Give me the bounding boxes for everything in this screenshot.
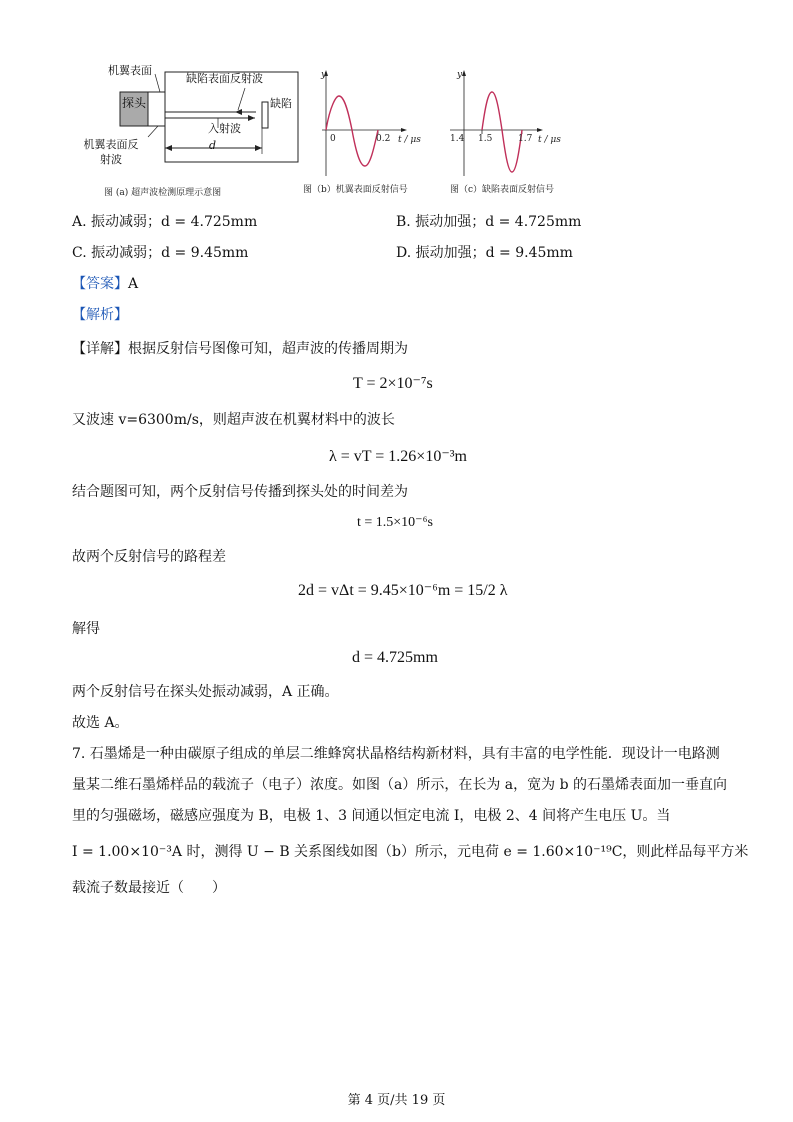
probe-contact [148,92,165,126]
question-7-line-4: I = 1.00×10⁻³A 时，测得 U − B 关系图线如图（b）所示，元电荷 e = 1.60×10⁻¹⁹C，则此样品每平方米 [72,844,749,860]
defect-reflect-wave [482,92,522,172]
detail-tag: 【详解】 [72,341,128,357]
detail-text-5: 解得 [72,621,100,637]
label-defect: 缺陷 [270,97,292,110]
equation-time-diff: t = 1.5×10⁻⁶s [357,515,433,530]
question-7-line-1: 7. 石墨烯是一种由碳原子组成的单层二维蜂窝状晶格结构新材料，具有丰富的电学性能．现设计一电路测 [72,746,720,762]
question-7-line-2: 量某二维石墨烯样品的载流子（电子）浓度。如图（a）所示，在长为 a，宽为 b 的石墨烯表面加一垂直向 [72,777,728,793]
detail-text-2: 又波速 v=6300m/s，则超声波在机翼材料中的波长 [72,412,395,428]
figure-c-graph [446,68,566,180]
equation-period: T = 2×10⁻⁷s [353,375,433,392]
caption-figure-b: 图（b）机翼表面反射信号 [303,185,408,195]
graph-c-x-label: t / μs [538,135,561,145]
detail-text-3: 结合题图可知，两个反射信号传播到探头处的时间差为 [72,484,408,500]
option-d: D. 振动加强；d = 9.45mm [396,245,573,261]
detail-text-1: 根据反射信号图像可知，超声波的传播周期为 [128,341,408,357]
option-b: B. 振动加强；d = 4.725mm [396,214,582,230]
answer-tag: 【答案】 [72,276,128,292]
graph-b-x-label: t / μs [398,135,421,145]
figure-b-graph [318,68,430,180]
detail-text-6: 两个反射信号在探头处振动减弱，A 正确。 [72,684,339,700]
question-7-line-3: 里的匀强磁场，磁感应强度为 B，电极 1、3 间通以恒定电流 I，电极 2、4 间将产生电压 U。当 [72,808,671,824]
label-d: d [209,139,217,152]
graph-c-tick-1-5: 1.5 [478,134,493,144]
option-a: A. 振动减弱；d = 4.725mm [72,214,258,230]
option-c: C. 振动减弱；d = 9.45mm [72,245,249,261]
equation-d-result: d = 4.725mm [352,649,438,666]
label-wing-surface: 机翼表面 [108,64,152,77]
detail-text-7: 故选 A。 [72,715,129,731]
analysis-tag: 【解析】 [72,307,128,323]
equation-wavelength: λ = vT = 1.26×10⁻³m [329,448,467,465]
wing-reflect-wave [326,96,378,166]
label-defect-reflect: 缺陷表面反射波 [186,72,263,85]
detail-line-1 [72,339,408,359]
graph-b-tick-0-2: 0.2 [376,134,391,144]
page-footer: 第 4 页/共 19 页 [347,1093,446,1108]
defect-block [262,102,268,128]
answer-line [72,274,138,294]
graph-c-tick-1-4: 1.4 [450,134,465,144]
caption-figure-a: 图 (a) 超声波检测原理示意图 [104,188,222,198]
label-probe: 探头 [122,96,147,110]
graph-b-tick-0: 0 [330,134,336,144]
answer-value: A [128,276,139,292]
equation-path-diff: 2d = vΔt = 9.45×10⁻⁶m = 15/2 λ [298,582,508,599]
detail-text-4: 故两个反射信号的路程差 [72,549,226,565]
label-incident: 入射波 [208,122,241,135]
label-wing-reflect: 机翼表面反射波 [83,138,139,166]
question-7-line-5: 载流子数最接近（ ） [72,880,226,896]
graph-b-y-label: y [321,70,327,80]
graph-c-tick-1-7: 1.7 [518,134,533,144]
caption-figure-c: 图（c）缺陷表面反射信号 [450,185,555,195]
graph-c-y-label: y [457,70,463,80]
